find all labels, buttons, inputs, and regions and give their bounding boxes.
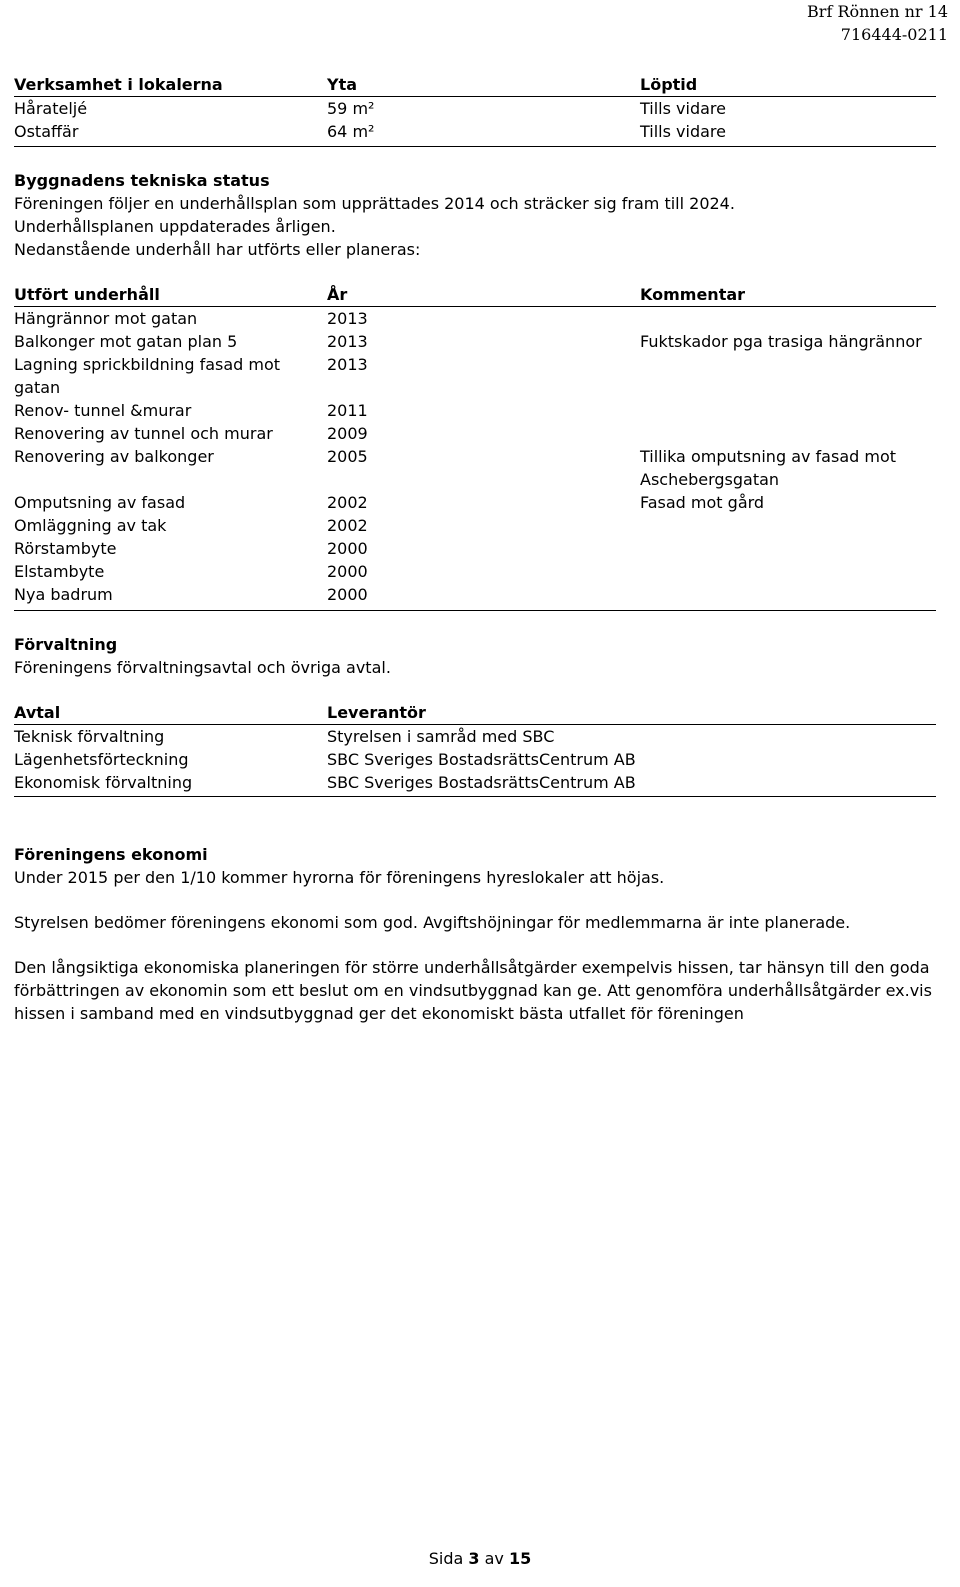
management-section [14, 633, 944, 679]
table-row [14, 725, 936, 748]
table-cell: 2013 [327, 332, 368, 351]
table-row [14, 307, 936, 330]
table-row [14, 748, 936, 771]
page-sep: av [484, 1549, 504, 1568]
section-heading: Föreningens ekonomi [14, 845, 208, 864]
org-name: Brf Rönnen nr 14 [807, 2, 948, 21]
table-cell: 2011 [327, 401, 368, 420]
table-cell: Balkonger mot gatan plan 5 [14, 332, 238, 351]
table-row [14, 330, 936, 353]
column-header: År [327, 285, 348, 304]
paragraph-line: hissen i samband med en vindsutbyggnad ger det ekonomiskt bästa utfallet för föreningen [14, 1004, 744, 1023]
table-cell: 2000 [327, 562, 368, 581]
table-cell: 2002 [327, 516, 368, 535]
column-header: Kommentar [640, 285, 746, 304]
economy-section [14, 843, 944, 1025]
table-cell: Styrelsen i samråd med SBC [327, 727, 555, 746]
table-cell: 2013 [327, 309, 368, 328]
table-cell: SBC Sveriges BostadsrättsCentrum AB [327, 773, 636, 792]
table-cell: Rörstambyte [14, 539, 117, 558]
table-cell: 2013 [327, 355, 368, 374]
table-cell: Hårateljé [14, 99, 88, 118]
page-label: Sida [428, 1549, 464, 1568]
column-header: Leverantör [327, 703, 426, 722]
table-bottom-rule [14, 796, 936, 797]
table-row [14, 422, 936, 445]
section-heading: Förvaltning [14, 635, 118, 654]
table-cell: Tillika omputsning av fasad mot Aschebergsgatan [640, 447, 897, 489]
table-row [14, 583, 936, 606]
table-cell: Fuktskador pga trasiga hängrännor [640, 332, 922, 351]
table-cell: 2002 [327, 493, 368, 512]
technical-status-section [14, 169, 944, 261]
table-cell: 2000 [327, 539, 368, 558]
table-cell: Fasad mot gård [640, 493, 765, 512]
table-row [14, 445, 936, 491]
table-cell: Hängrännor mot gatan [14, 309, 198, 328]
table-row [14, 537, 936, 560]
paragraph-line: Föreningen följer en underhållsplan som upprättades 2014 och sträcker sig fram till 2024. [14, 194, 735, 213]
table-cell: Tills vidare [640, 122, 726, 141]
table-cell: Omläggning av tak [14, 516, 167, 535]
table-row [14, 771, 936, 794]
org-number: 716444-0211 [840, 25, 948, 44]
table-cell: Renov- tunnel &murar [14, 401, 192, 420]
table-cell: Elstambyte [14, 562, 105, 581]
table-cell: Ekonomisk förvaltning [14, 773, 193, 792]
table-cell: Lägenhetsförteckning [14, 750, 189, 769]
page-number: 3 [468, 1549, 480, 1568]
paragraph-line: Föreningens förvaltningsavtal och övriga avtal. [14, 658, 391, 677]
table-row [14, 399, 936, 422]
column-header: Utfört underhåll [14, 285, 160, 304]
paragraph-line: förbättringen av ekonomin som ett beslut om en vindsutbyggnad kan ge. Att genomföra underhållsåtgärder ex.vis [14, 981, 932, 1000]
paragraph-line: Styrelsen bedömer föreningens ekonomi som god. Avgiftshöjningar för medlemmarna är inte planerade. [14, 913, 851, 932]
page-footer [0, 1547, 960, 1570]
table-cell: Nya badrum [14, 585, 113, 604]
table-cell: Renovering av balkonger [14, 447, 214, 466]
table-cell: SBC Sveriges BostadsrättsCentrum AB [327, 750, 636, 769]
table-row [14, 491, 936, 514]
section-heading: Byggnadens tekniska status [14, 171, 270, 190]
paragraph-line: Underhållsplanen uppdaterades årligen. [14, 217, 336, 236]
paragraph-line: Under 2015 per den 1/10 kommer hyrorna för föreningens hyreslokaler att höjas. [14, 868, 665, 887]
table-cell: 64 m² [327, 122, 375, 141]
table-cell: Teknisk förvaltning [14, 727, 165, 746]
table-row [14, 514, 936, 537]
table-cell: Lagning sprickbildning fasad mot gatan [14, 355, 281, 397]
agreements-table [14, 701, 936, 794]
table-cell: 2005 [327, 447, 368, 466]
page-total: 15 [509, 1549, 532, 1568]
maintenance-table [14, 283, 936, 606]
table-row [14, 120, 936, 143]
table-cell: Tills vidare [640, 99, 726, 118]
table-cell: Renovering av tunnel och murar [14, 424, 273, 443]
column-header: Avtal [14, 703, 61, 722]
table-cell: Ostaffär [14, 122, 79, 141]
table-header-row [14, 73, 936, 97]
table-row [14, 97, 936, 120]
table-cell: 59 m² [327, 99, 375, 118]
table-cell: 2000 [327, 585, 368, 604]
document-header [807, 0, 948, 46]
column-header: Löptid [640, 75, 698, 94]
table-row [14, 560, 936, 583]
table-header-row [14, 701, 936, 725]
table-header-row [14, 283, 936, 307]
table-cell: 2009 [327, 424, 368, 443]
premises-table [14, 73, 936, 143]
column-header: Yta [327, 75, 358, 94]
table-row [14, 353, 936, 399]
table-cell: Omputsning av fasad [14, 493, 186, 512]
paragraph-line: Nedanstående underhåll har utförts eller planeras: [14, 240, 421, 259]
paragraph-line: Den långsiktiga ekonomiska planeringen för större underhållsåtgärder exempelvis hissen, tar hänsyn till den goda [14, 958, 930, 977]
table-bottom-rule [14, 610, 936, 611]
column-header: Verksamhet i lokalerna [14, 75, 223, 94]
table-bottom-rule [14, 146, 936, 147]
